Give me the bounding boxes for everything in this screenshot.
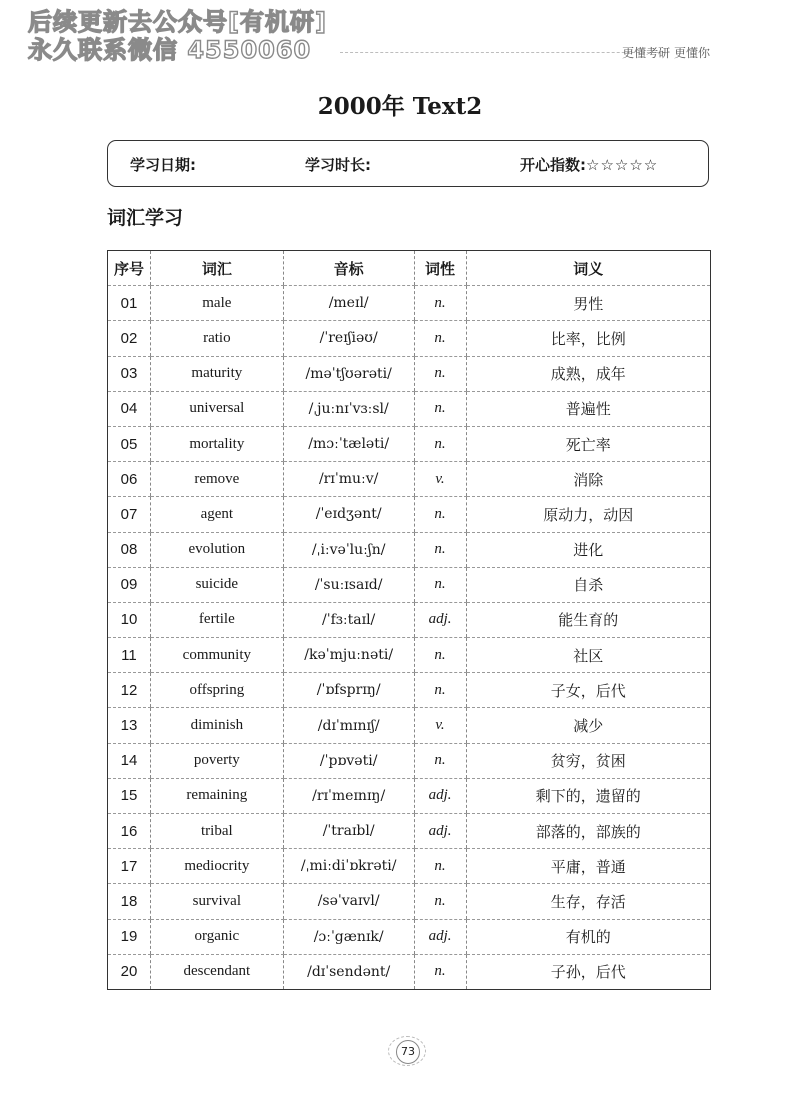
cell-num: 02 [108,321,151,356]
table-row [108,532,711,567]
cell-num: 20 [120,963,138,981]
cell-word: ratio [150,321,283,356]
cell-phonetic: /ˈsuːɪsaɪd/ [283,567,414,602]
table-row [108,638,711,673]
table-row [108,814,711,849]
cell-meaning: 消除 [466,462,711,497]
cell-word: agent [150,497,283,532]
cell-meaning: 原动力，动因 [466,497,711,532]
table-header-row [108,251,711,286]
cell-phonetic: /ˈeɪdʒənt/ [283,497,414,532]
column-header-number: 序号 [108,251,151,286]
cell-num: 03 [108,356,151,391]
cell-num: 06 [108,462,151,497]
watermark-line-2: 永久联系微信 4550060 [28,36,312,64]
header-slogan: 更懂考研 更懂你 [622,46,710,60]
cell-word: remaining [150,778,283,813]
cell-meaning: 平庸，普通 [466,849,711,884]
cell-word: suicide [150,567,283,602]
column-header-phonetic: 音标 [283,251,414,286]
cell-word: community [150,638,283,673]
cell-pos: adj. [414,919,466,954]
cell-num: 16 [108,814,151,849]
cell-pos: n. [414,286,466,321]
cell-word: descendant [150,954,283,989]
cell-pos: adj. [414,778,466,813]
column-header-pos: 词性 [414,251,466,286]
cell-word: diminish [150,708,283,743]
cell-num: 18 [108,884,151,919]
cell-pos: adj. [414,814,466,849]
cell-meaning: 子孙，后代 [466,954,711,989]
cell-num: 11 [108,638,151,673]
cell-word: offspring [150,673,283,708]
table-row [108,743,711,778]
cell-num: 15 [108,778,151,813]
cell-word: maturity [150,356,283,391]
cell-num: 08 [108,532,151,567]
table-row [108,567,711,602]
cell-meaning: 部落的，部族的 [466,814,711,849]
cell-meaning: 普遍性 [466,391,711,426]
cell-phonetic: /mɔːˈtæləti/ [283,426,414,461]
column-header-meaning: 词义 [466,251,711,286]
cell-pos: n. [414,954,466,989]
cell-phonetic: /ˌiːvəˈluːʃn/ [283,532,414,567]
cell-num: 17 [108,849,151,884]
table-row [108,708,711,743]
cell-word: evolution [150,532,283,567]
cell-meaning: 死亡率 [466,426,711,461]
cell-word: universal [150,391,283,426]
table-row [108,497,711,532]
cell-phonetic: /dɪˈmɪnɪʃ/ [283,708,414,743]
cell-meaning: 剩下的，遗留的 [466,778,711,813]
table-row [108,391,711,426]
happiness-index [520,154,658,175]
table-row [108,673,711,708]
cell-phonetic: /məˈtʃʊərəti/ [283,356,414,391]
cell-phonetic: /ˈpɒvəti/ [283,743,414,778]
cell-pos: n. [414,567,466,602]
cell-pos: n. [414,638,466,673]
cell-num: 01 [108,286,151,321]
table-row [108,602,711,637]
watermark [28,8,327,64]
cell-pos: n. [414,532,466,567]
cell-num: 09 [108,567,151,602]
cell-num: 19 [108,919,151,954]
cell-phonetic: /ɔːˈgænɪk/ [283,919,414,954]
cell-word: organic [150,919,283,954]
study-duration-label: 学习时长: [305,156,371,174]
table-row [108,849,711,884]
cell-pos: n. [414,391,466,426]
cell-meaning: 贫穷，贫困 [466,743,711,778]
cell-meaning: 有机的 [466,919,711,954]
cell-phonetic: /səˈvaɪvl/ [283,884,414,919]
section-heading: 词汇学习 [107,207,184,229]
cell-meaning: 男性 [466,286,711,321]
cell-phonetic: /dɪˈsendənt/ [283,954,414,989]
cell-word: male [150,286,283,321]
cell-phonetic: /rɪˈmeɪnɪŋ/ [283,778,414,813]
cell-pos: n. [414,673,466,708]
cell-pos: v. [414,462,466,497]
cell-pos: adj. [414,602,466,637]
cell-phonetic: /ˈfɜːtaɪl/ [283,602,414,637]
table-row [108,426,711,461]
cell-pos: n. [414,321,466,356]
cell-phonetic: /rɪˈmuːv/ [283,462,414,497]
cell-num: 04 [108,391,151,426]
cell-meaning: 自杀 [466,567,711,602]
watermark-line-1: 后续更新去公众号[有机研] [28,8,327,36]
cell-phonetic: /ˈɒfsprɪŋ/ [283,673,414,708]
table-row [108,884,711,919]
table-row [108,321,711,356]
cell-meaning: 减少 [466,708,711,743]
cell-phonetic: /kəˈmjuːnəti/ [283,638,414,673]
cell-meaning: 成熟，成年 [466,356,711,391]
study-date-label: 学习日期: [130,156,196,174]
cell-num: 05 [108,426,151,461]
cell-pos: v. [414,708,466,743]
cell-word: poverty [150,743,283,778]
cell-phonetic: /ˈreɪʃiəʊ/ [283,321,414,356]
vocabulary-table [107,250,711,990]
table-row [108,462,711,497]
cell-word: mortality [150,426,283,461]
cell-pos: n. [414,426,466,461]
cell-num: 07 [108,497,151,532]
cell-word: fertile [150,602,283,637]
happiness-stars: ☆☆☆☆☆ [586,156,659,174]
cell-meaning: 子女，后代 [466,673,711,708]
page-title: 2000年 Text2 [317,93,483,120]
cell-phonetic: /ˌmiːdiˈɒkrəti/ [283,849,414,884]
cell-pos: n. [414,356,466,391]
cell-pos: n. [414,849,466,884]
cell-meaning: 进化 [466,532,711,567]
cell-phonetic: /meɪl/ [283,286,414,321]
cell-phonetic: /ˌjuːnɪˈvɜːsl/ [283,391,414,426]
cell-phonetic: /ˈtraɪbl/ [283,814,414,849]
cell-meaning: 能生育的 [466,602,711,637]
table-row [108,778,711,813]
column-header-word: 词汇 [150,251,283,286]
happiness-label: 开心指数: [520,156,586,174]
table-row [108,286,711,321]
table-row [108,356,711,391]
table-row [108,954,711,989]
cell-meaning: 社区 [466,638,711,673]
cell-pos: n. [414,884,466,919]
cell-num: 12 [108,673,151,708]
study-info-box [107,140,709,187]
cell-pos: n. [414,743,466,778]
page-number: 73 [396,1040,420,1064]
cell-pos: n. [414,497,466,532]
cell-meaning: 生存，存活 [466,884,711,919]
cell-word: tribal [150,814,283,849]
cell-num: 13 [108,708,151,743]
cell-word: survival [150,884,283,919]
cell-meaning: 比率，比例 [466,321,711,356]
cell-word: mediocrity [150,849,283,884]
cell-num: 14 [108,743,151,778]
header-rule [340,52,665,53]
cell-word: remove [150,462,283,497]
table-row [108,919,711,954]
cell-num: 10 [108,602,151,637]
